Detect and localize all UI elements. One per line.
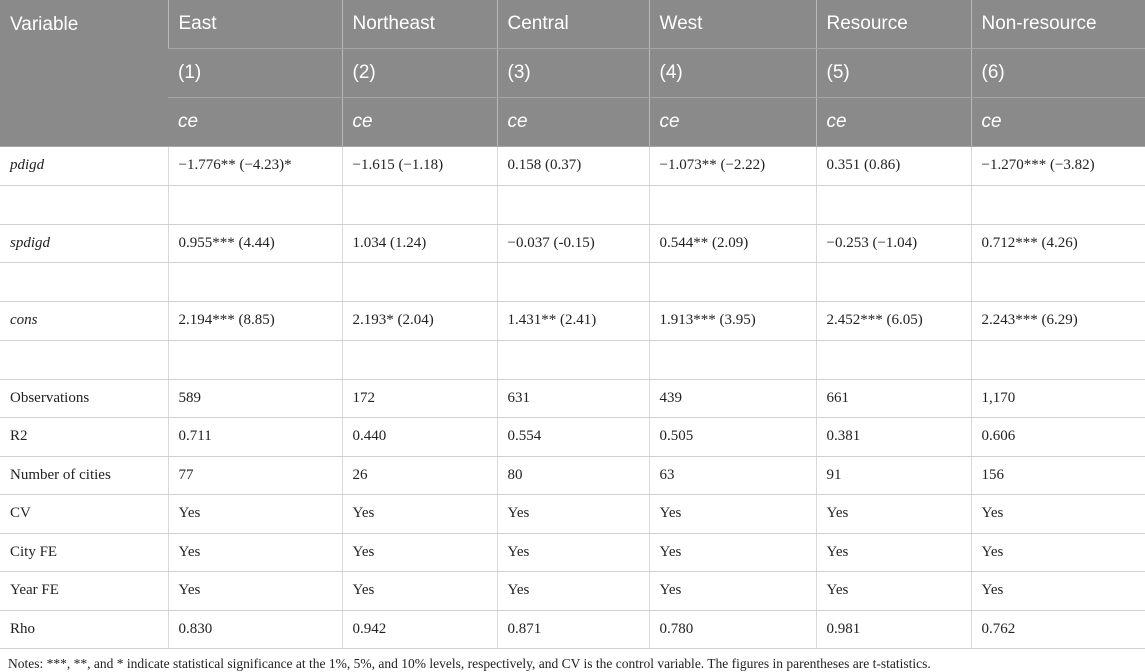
table-cell [649,340,816,379]
table-cell [971,340,1145,379]
table-body [0,147,1145,649]
table-cell: 0.606 [971,418,1145,457]
row-label: pdigd [0,147,168,186]
table-cell: 0.981 [816,610,971,649]
table-cell: 91 [816,456,971,495]
table-cell: Yes [497,533,649,572]
row-label [0,263,168,302]
table-cell: 0.440 [342,418,497,457]
group-header: Northeast [342,0,497,49]
table-row [0,185,1145,224]
table-row [0,533,1145,572]
table-cell: 439 [649,379,816,418]
table-row [0,495,1145,534]
table-cell: 156 [971,456,1145,495]
row-label: spdigd [0,224,168,263]
table-cell: 80 [497,456,649,495]
column-number: (1) [168,49,342,98]
table-cell: 63 [649,456,816,495]
table-cell: 1.034 (1.24) [342,224,497,263]
row-label: R2 [0,418,168,457]
table-cell: 0.712*** (4.26) [971,224,1145,263]
dependent-variable: ce [649,98,816,147]
table-cell: 0.830 [168,610,342,649]
table-cell: Yes [971,495,1145,534]
table-row [0,340,1145,379]
table-row [0,418,1145,457]
dependent-variable: ce [971,98,1145,147]
dependent-variable: ce [816,98,971,147]
table-cell: 0.505 [649,418,816,457]
column-number: (6) [971,49,1145,98]
variable-header: Variable [0,0,168,147]
table-cell [649,185,816,224]
table-cell: Yes [649,495,816,534]
table-cell: Yes [816,572,971,611]
column-number: (5) [816,49,971,98]
table-cell: Yes [649,572,816,611]
row-label: City FE [0,533,168,572]
table-row [0,379,1145,418]
table-cell [971,185,1145,224]
table-header [0,0,1145,147]
table-cell: Yes [816,533,971,572]
table-cell: 1.913*** (3.95) [649,302,816,341]
table-cell [342,263,497,302]
dependent-variable: ce [168,98,342,147]
row-label: Number of cities [0,456,168,495]
table-cell: 1,170 [971,379,1145,418]
table-row [0,147,1145,186]
table-row [0,302,1145,341]
table-cell: Yes [168,533,342,572]
table-row [0,456,1145,495]
table-cell: 0.381 [816,418,971,457]
table-cell: 661 [816,379,971,418]
table-note: Notes: ***, **, and * indicate statistical significance at the 1%, 5%, and 10% levels, respectively, and CV is the control variable. The figures in parentheses are t-statistics. [8,656,931,671]
table-cell: 26 [342,456,497,495]
table-cell: 1.431** (2.41) [497,302,649,341]
row-label: Year FE [0,572,168,611]
table-cell [971,263,1145,302]
table-cell: 0.780 [649,610,816,649]
row-label [0,185,168,224]
dependent-variable: ce [342,98,497,147]
table-cell: Yes [816,495,971,534]
table-cell: 172 [342,379,497,418]
table-cell: −1.776** (−4.23)* [168,147,342,186]
table-cell [168,185,342,224]
table-cell [816,340,971,379]
table-cell: 77 [168,456,342,495]
table-cell: Yes [971,533,1145,572]
column-number: (3) [497,49,649,98]
table-cell [649,263,816,302]
table-cell: −1.270*** (−3.82) [971,147,1145,186]
table-cell: 0.762 [971,610,1145,649]
table-cell: Yes [497,495,649,534]
group-header: West [649,0,816,49]
table-cell [816,263,971,302]
table-row [0,572,1145,611]
column-number: (2) [342,49,497,98]
table-cell: 0.711 [168,418,342,457]
table-cell: Yes [971,572,1145,611]
table-cell [497,263,649,302]
row-label: CV [0,495,168,534]
table-cell: 0.554 [497,418,649,457]
table-cell: 631 [497,379,649,418]
table-cell: 589 [168,379,342,418]
group-header: Resource [816,0,971,49]
table-cell: −0.037 (-0.15) [497,224,649,263]
table-cell: 2.243*** (6.29) [971,302,1145,341]
table-cell: 0.351 (0.86) [816,147,971,186]
table-row [0,610,1145,649]
table-cell: −1.615 (−1.18) [342,147,497,186]
table-cell: 0.955*** (4.44) [168,224,342,263]
table-cell: 0.544** (2.09) [649,224,816,263]
row-label [0,340,168,379]
table-cell: Yes [342,572,497,611]
table-cell: −1.073** (−2.22) [649,147,816,186]
table-cell [497,185,649,224]
table-cell [342,185,497,224]
table-cell: Yes [649,533,816,572]
row-label: Rho [0,610,168,649]
table-cell [168,263,342,302]
table-cell: 2.193* (2.04) [342,302,497,341]
table-cell: 0.942 [342,610,497,649]
table-cell [342,340,497,379]
dependent-variable: ce [497,98,649,147]
column-number: (4) [649,49,816,98]
table-cell: Yes [168,495,342,534]
table-cell: Yes [342,495,497,534]
table-row [0,224,1145,263]
table-cell [816,185,971,224]
row-label: cons [0,302,168,341]
table-cell: 2.194*** (8.85) [168,302,342,341]
table-cell: Yes [168,572,342,611]
table-cell: Yes [342,533,497,572]
group-header: East [168,0,342,49]
row-label: Observations [0,379,168,418]
table-cell [497,340,649,379]
group-header: Central [497,0,649,49]
table-cell [168,340,342,379]
table-cell: 2.452*** (6.05) [816,302,971,341]
table-cell: Yes [497,572,649,611]
table-row [0,263,1145,302]
table-cell: 0.158 (0.37) [497,147,649,186]
table-cell: −0.253 (−1.04) [816,224,971,263]
table-cell: 0.871 [497,610,649,649]
group-header: Non-resource [971,0,1145,49]
